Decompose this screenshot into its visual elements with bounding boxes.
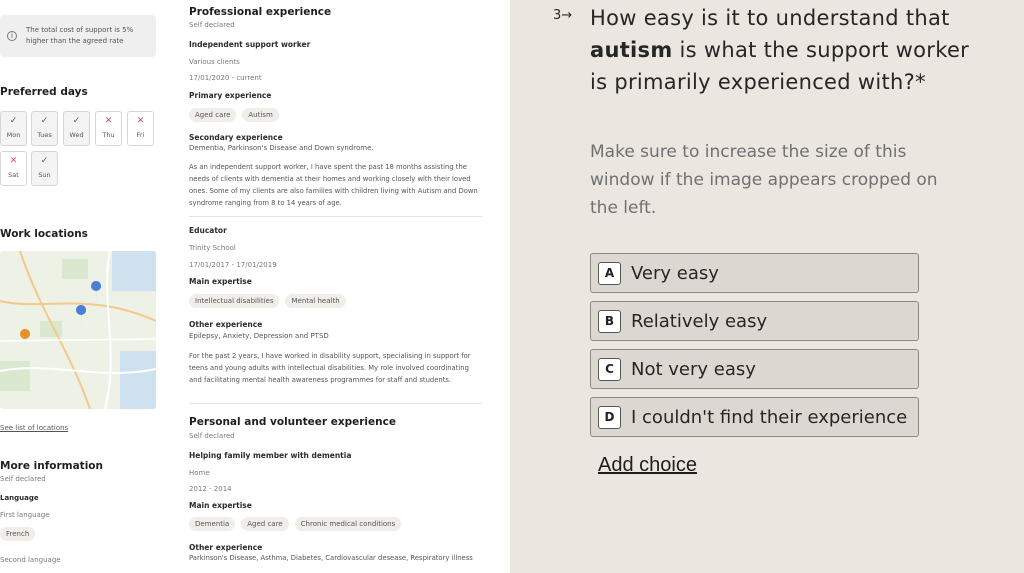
choice-label: Relatively easy [631, 311, 768, 332]
professional-experience-subtitle: Self declared [189, 21, 235, 29]
day-thu: ✕ Thu [95, 111, 122, 146]
day-fri: ✕ Fri [127, 111, 154, 146]
job-dates: 17/01/2020 - current [189, 74, 262, 82]
section-divider [189, 403, 482, 404]
expertise-chip: Dementia [189, 517, 235, 531]
expertise-label: Main expertise [189, 501, 252, 510]
first-language-label: First language [0, 511, 50, 519]
arrow-right-icon: → [561, 8, 573, 23]
day-tues: ✓ Tues [31, 111, 58, 146]
day-sat: ✕ Sat [0, 151, 27, 186]
job-description: As an independent support worker, I have spent the past 18 months assisting the needs of clients with dementia at their homes and working closely with their loved ones. Some of my clients are also families with children living with Autism and Down syndrome ranging from 8 to 14 years of age. [189, 163, 478, 207]
question-hint: Make sure to increase the size of this window if the image appears cropped on the left. [590, 142, 938, 218]
preferred-days-title: Preferred days [0, 86, 88, 98]
check-icon: ✓ [72, 116, 81, 126]
cross-icon: ✕ [9, 156, 18, 166]
first-language-chip: French [0, 527, 35, 541]
expertise-chip: Chronic medical conditions [295, 517, 402, 531]
experience-column [189, 0, 484, 573]
expertise-chip: Mental health [285, 294, 345, 308]
personal-place: Home [189, 469, 210, 477]
choice-a[interactable] [590, 253, 919, 293]
expertise-label: Primary experience [189, 91, 272, 100]
job-employer: Various clients [189, 58, 240, 66]
info-icon: i [7, 31, 17, 41]
job-title: Educator [189, 226, 227, 235]
question-text: How easy is it to understand that autism is what the support worker is primarily experienced with?* [590, 6, 970, 94]
more-information-subtitle: Self declared [0, 475, 46, 483]
job-employer: Trinity School [189, 244, 236, 252]
work-locations-map [0, 251, 156, 409]
personal-dates: 2012 - 2014 [189, 485, 232, 493]
choice-label: Not very easy [631, 359, 756, 380]
other-experience-label: Other experience [189, 320, 263, 329]
personal-experience-title: Personal and volunteer experience [189, 416, 396, 428]
expertise-chip: Aged care [189, 108, 236, 122]
question-emphasis: autism [590, 38, 673, 62]
job-dates: 17/01/2017 - 17/01/2019 [189, 261, 277, 269]
expertise-chip: Aged care [241, 517, 288, 531]
add-choice-link[interactable]: Add choice [598, 454, 697, 476]
day-mon: ✓ Mon [0, 111, 27, 146]
section-divider [189, 216, 482, 217]
personal-experience-subtitle: Self declared [189, 432, 235, 440]
job-title: Independent support worker [189, 40, 311, 49]
choice-key: A [598, 262, 621, 285]
see-list-of-locations-link: See list of locations [0, 424, 69, 432]
choice-c[interactable] [590, 349, 919, 389]
choice-label: I couldn't find their experience [631, 407, 908, 428]
cost-notice-text: The total cost of support is 5% higher than the agreed rate [26, 26, 134, 45]
cost-notice [0, 15, 156, 57]
cross-icon: ✕ [104, 116, 113, 126]
choice-d[interactable] [590, 397, 919, 437]
job-description: For the past 2 years, I have worked in disability support, specialising in support for teens and young adults with intellectual disabilities. My role involved coordinating and facilitating mental health awareness programmes for staff and students. [189, 352, 471, 384]
choice-key: D [598, 406, 621, 429]
professional-experience-title: Professional experience [189, 6, 332, 18]
expertise-chip: Intellectual disabilities [189, 294, 279, 308]
secondary-experience-label: Secondary experience [189, 133, 283, 142]
expertise-chips [189, 517, 401, 531]
profile-screenshot-image [0, 0, 510, 573]
secondary-experience: Dementia, Parkinson's Disease and Down syndrome. [189, 144, 374, 152]
other-experience: Parkinson's Disease, Asthma, Diabetes, Cardiovascular desease, Respiratory illness [189, 554, 473, 562]
language-label: Language [0, 494, 39, 502]
question-number: 3→ [553, 8, 573, 23]
personal-role: Helping family member with dementia [189, 451, 352, 460]
expertise-chips [189, 108, 279, 122]
expertise-label: Main expertise [189, 277, 252, 286]
cross-icon: ✕ [136, 116, 145, 126]
expertise-chip: Autism [242, 108, 278, 122]
second-language-label: Second language [0, 556, 61, 564]
choice-key: B [598, 310, 621, 333]
work-locations-title: Work locations [0, 228, 88, 240]
choice-label: Very easy [631, 263, 719, 284]
day-sun: ✓ Sun [31, 151, 58, 186]
other-experience-label: Other experience [189, 543, 263, 552]
choice-b[interactable] [590, 301, 919, 341]
other-experience: Epilepsy, Anxiety, Depression and PTSD [189, 332, 329, 340]
expertise-chips [189, 294, 346, 308]
day-wed: ✓ Wed [63, 111, 90, 146]
choice-key: C [598, 358, 621, 381]
check-icon: ✓ [9, 116, 18, 126]
check-icon: ✓ [40, 116, 49, 126]
check-icon: ✓ [40, 156, 49, 166]
more-information-title: More information [0, 460, 103, 472]
